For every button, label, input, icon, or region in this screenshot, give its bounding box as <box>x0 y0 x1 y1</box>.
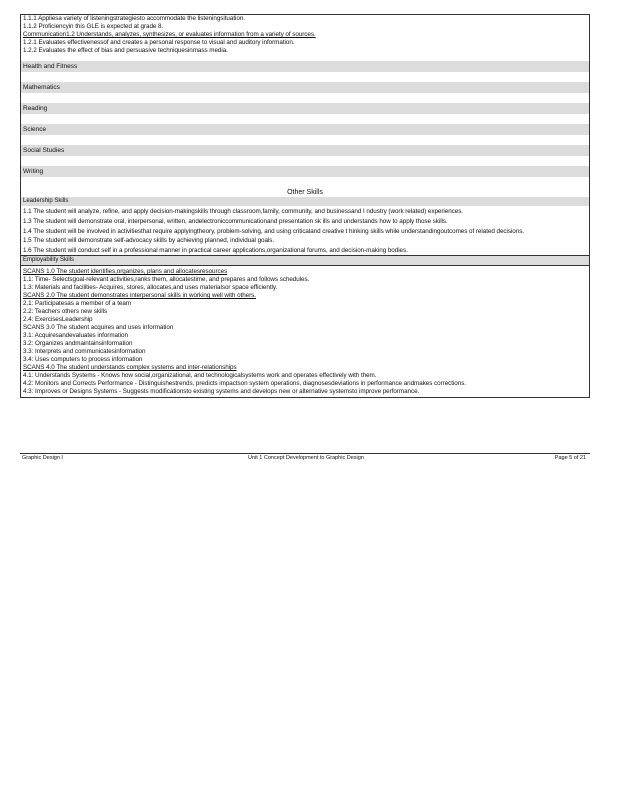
gle-line: 1.2.1 Evaluates effectivenessof and creates a personal response to visual and auditory information. <box>23 39 295 46</box>
employability-line: 1.3: Materials and facilities- Acquires, stores, allocates,and uses materialsor space efficiently. <box>23 284 278 291</box>
leadership-item: 1.6 The student will conduct self in a professional manner in practical career applications,organizational forums, and decision-making bodies. <box>23 247 408 254</box>
subject-mathematics: Mathematics <box>21 82 589 93</box>
employability-line: SCANS 2.0 The student demonstrates interpersonal skills in working well with others. <box>23 292 256 299</box>
subject-health-fitness: Health and Fitness <box>21 61 589 72</box>
employability-line: 4.1: Understands Systems - Knows how social,organizational, and technologicalsystems work and operates effectively with them. <box>23 372 377 379</box>
footer-page-number: Page 5 of 21 <box>554 455 586 461</box>
top-block <box>21 15 589 55</box>
employability-line: SCANS 1.0 The student identifies,organizes, plans and allocatesresources <box>23 268 228 275</box>
page-footer <box>20 453 590 463</box>
employability-line: 3.1: Acquiresandevaluates information <box>23 332 128 339</box>
employability-line: 1.1: Time- Selectsgoal-relevant activities,ranks them, allocatestime, and prepares and follows schedules. <box>23 276 310 283</box>
leadership-item: 1.1 The student will analyze, refine, and apply decision-makingskills through classroom,family, community, and businessand I ndustry (work related) experiences. <box>23 208 463 215</box>
employability-line: 3.3: Interprets and communicatesinformation <box>23 348 146 355</box>
employability-line: SCANS 3.0 The student acquires and uses information <box>23 324 174 331</box>
leadership-item: 1.5 The student will demonstrate self-advocacy skills by achieving planned, individual goals. <box>23 237 275 244</box>
gle-line: Communication1.2 Understands, analyzes, synthesizes, or evaluates information from a variety of sources. <box>23 31 316 38</box>
other-skills-heading: Other Skills <box>287 189 323 196</box>
employability-line: 2.1: Participatesas a member of a team <box>23 300 131 307</box>
gle-line: 1.1.2 Proficiencyin this GLE is expected at grade 8. <box>23 23 164 30</box>
subject-reading: Reading <box>21 103 589 114</box>
leadership-item: 1.3 The student will demonstrate oral, interpersonal, written, andelectroniccommunicationand presentation sk ills and understands how to apply those skills. <box>23 218 448 225</box>
employability-line: 2.2: Teachers others new skills <box>23 308 108 315</box>
employability-line: 3.4: Uses computers to process information <box>23 356 143 363</box>
employability-line: 4.2: Monitors and Corrects Performance - Distinguishestrends, predicts impactson system operations, diagnosesdeviations in performance andmakes corrections. <box>23 380 466 387</box>
leadership-skills-label: Leadership Skills <box>21 197 589 206</box>
leadership-items <box>21 206 589 255</box>
employability-skills-label: Employability Skills <box>21 255 589 266</box>
subject-writing: Writing <box>21 166 589 177</box>
gle-line: 1.1.1 Appliesa variety of listeningstrategiesto accommodate the listeningsituation. <box>23 15 245 22</box>
employability-line: 4.3: Improves or Designs Systems - Suggests modificationsto existing systems and develops new or alternative systemsto improve performance. <box>23 388 420 395</box>
subject-social-studies: Social Studies <box>21 145 589 156</box>
document-page <box>20 14 590 398</box>
standards-table <box>20 14 590 398</box>
leadership-item: 1.4 The student will be involved in activitiesthat require applyingtheory, problem-solving, and using criticaland creative t hinking skills while understandingoutcomes of related decisions. <box>23 228 524 235</box>
footer-course: Graphic Design I <box>22 455 63 461</box>
gle-line: 1.2.2 Evaluates the effect of bias and persuasive techniquesinmass media. <box>23 47 228 54</box>
subject-science: Science <box>21 124 589 135</box>
employability-line: SCANS 4.0 The student understands complex systems and inter-relationships <box>23 364 237 371</box>
employability-line: 2.4: ExercisesLeadership <box>23 316 93 323</box>
employability-items <box>21 266 589 398</box>
employability-line: 3.2: Organizes andmaintainsinformation <box>23 340 133 347</box>
footer-unit: Unit 1 Concept Development to Graphic Design <box>248 455 364 461</box>
